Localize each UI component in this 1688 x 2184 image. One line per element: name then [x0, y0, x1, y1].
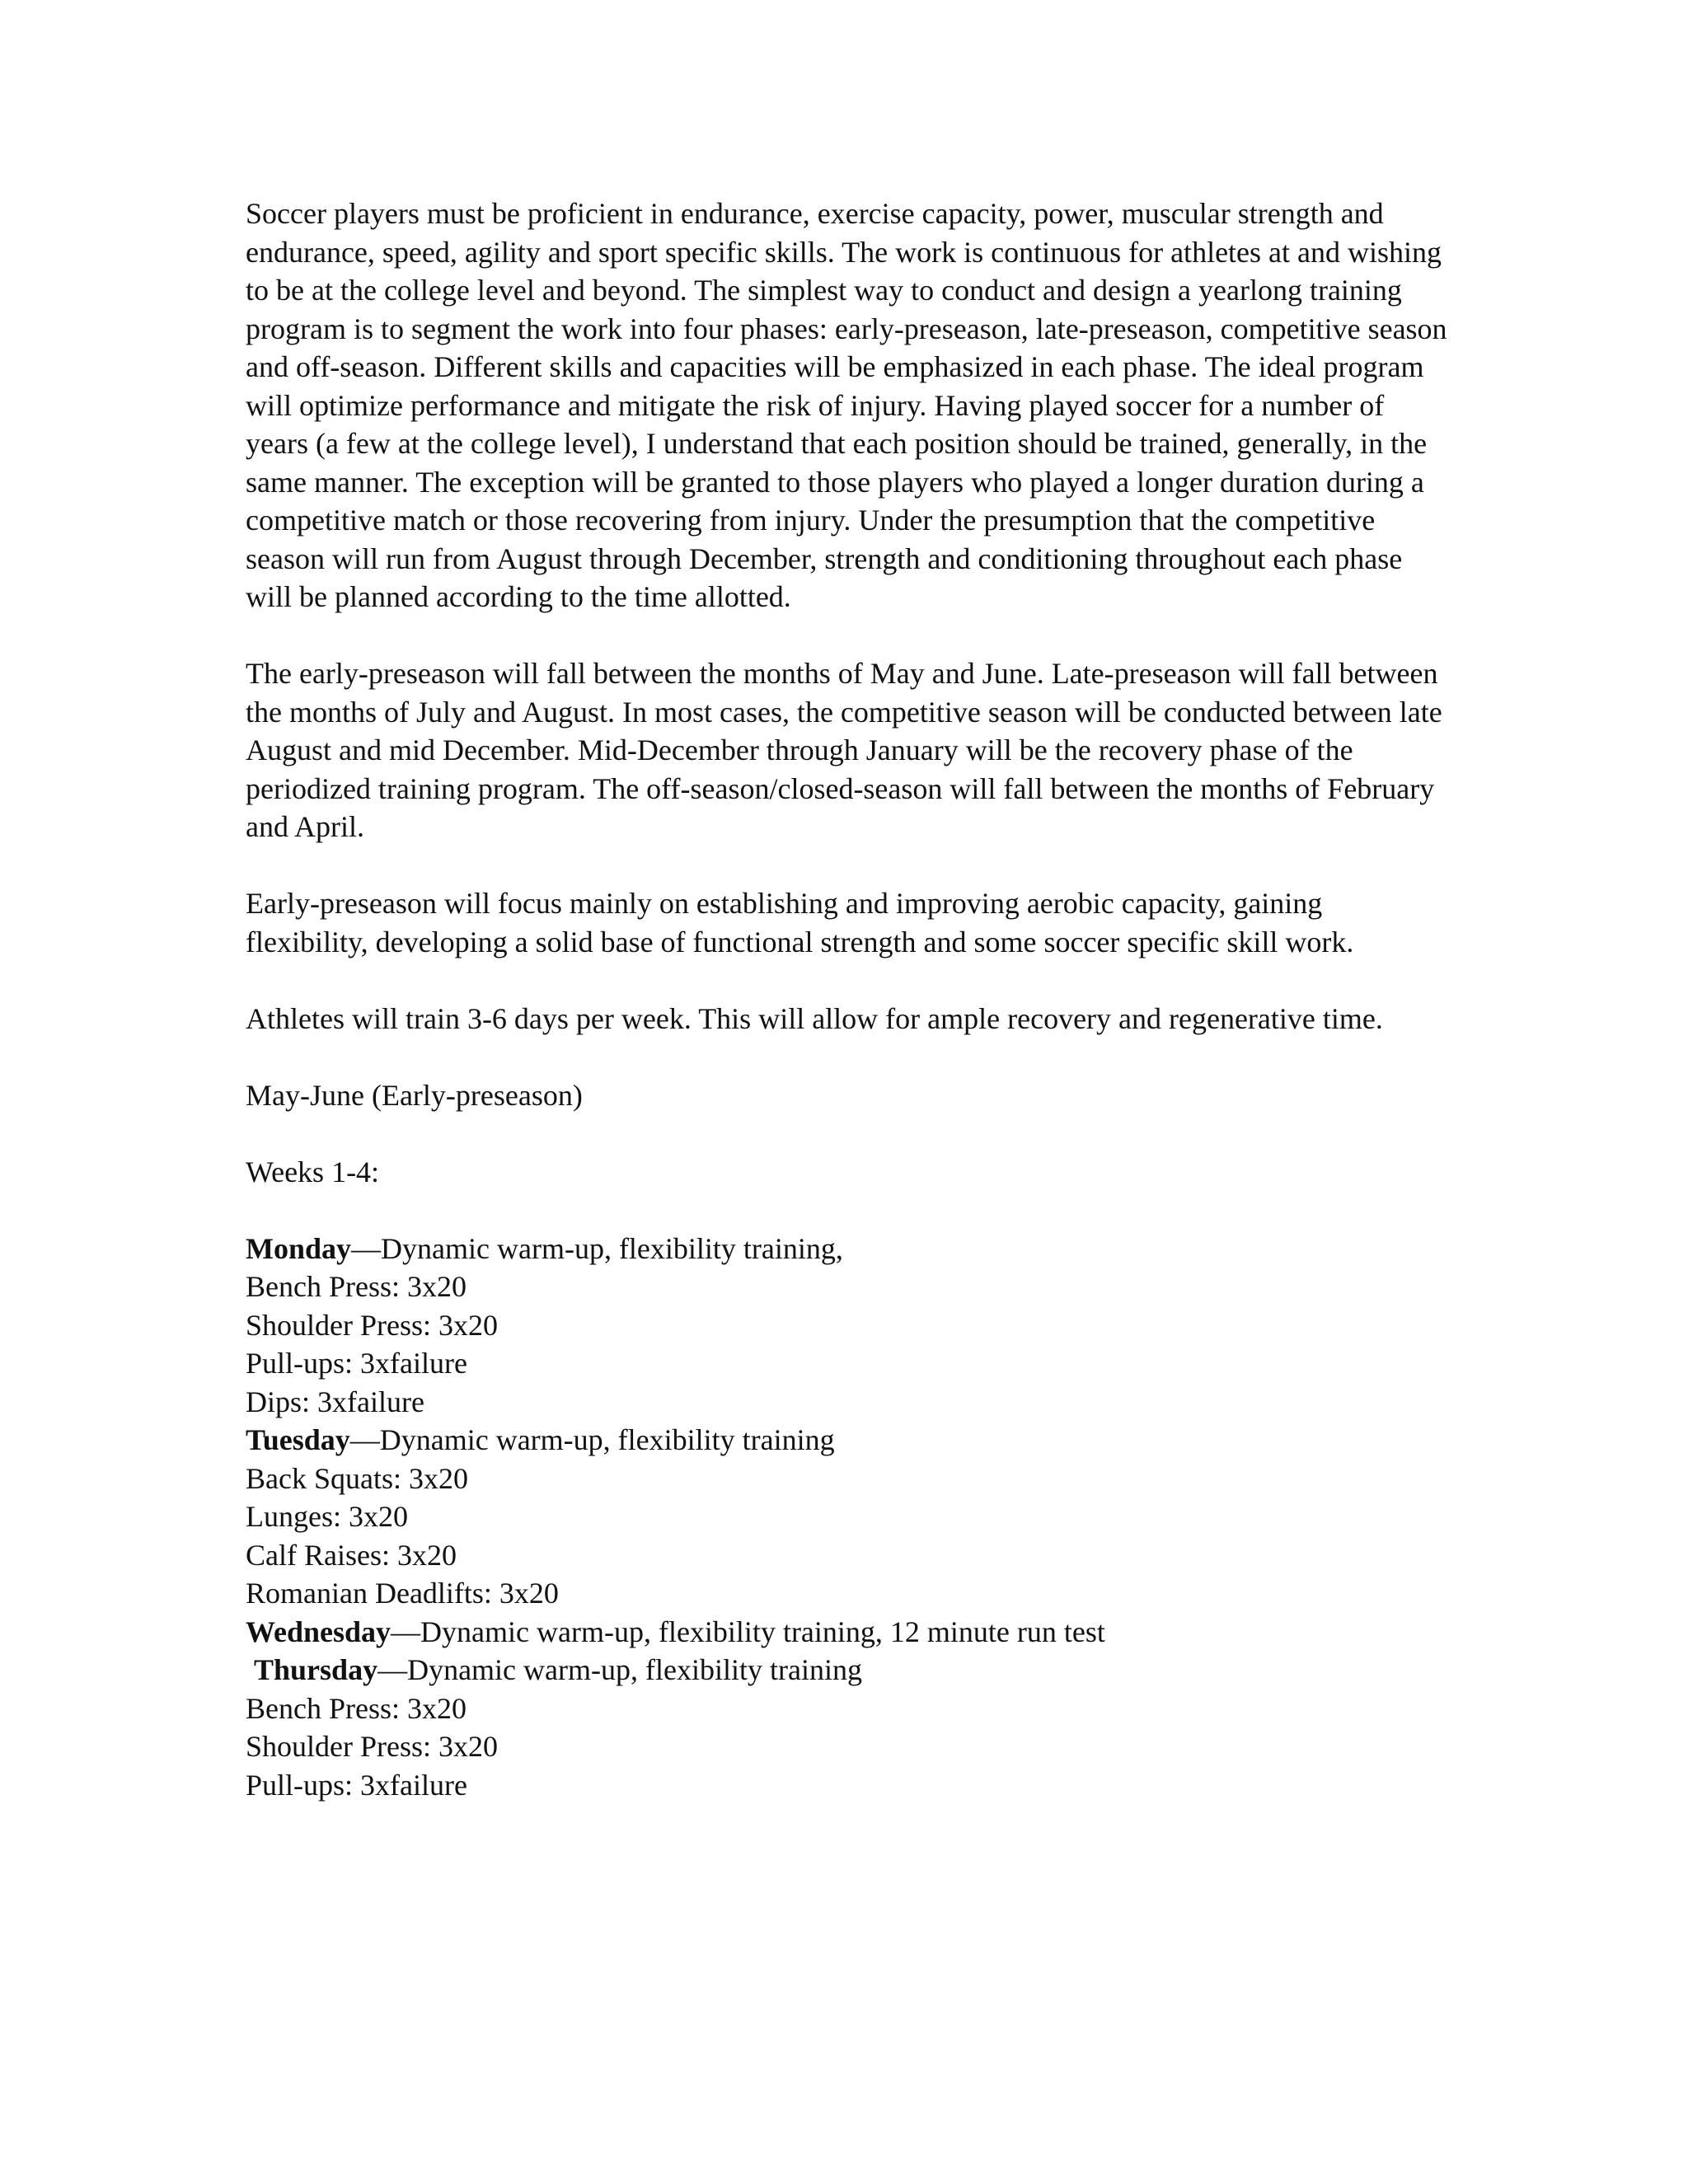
- day-entry-monday: [246, 1230, 1449, 1268]
- exercise-item: Lunges: 3x20: [246, 1500, 408, 1533]
- exercise-item: Pull-ups: 3xfailure: [246, 1768, 467, 1802]
- day-entry-tuesday: [246, 1421, 1449, 1460]
- day-name: Thursday: [254, 1653, 378, 1686]
- exercise-item: Bench Press: 3x20: [246, 1270, 467, 1303]
- exercise-item: Romanian Deadlifts: 3x20: [246, 1577, 559, 1610]
- intro-paragraph: Soccer players must be proficient in endurance, exercise capacity, power, muscular strength and endurance, speed, agility and sport specific skills. The work is continuous for athletes at and wishing to be at the college level and beyond. The simplest way to conduct and design a yearlong training program is to segment the work into four phases: early-preseason, late-preseason, competitive season and off-season. Different skills and capacities will be emphasized in each phase. The ideal program will optimize performance and mitigate the risk of injury. Having played soccer for a number of years (a few at the college level), I understand that each position should be trained, generally, in the same manner. The exception will be granted to those players who played a longer duration during a competitive match or those recovering from injury. Under the presumption that the competitive season will run from August through December, strength and conditioning throughout each phase will be planned according to the time allotted.: [246, 197, 1447, 613]
- day-detail: —Dynamic warm-up, flexibility training: [377, 1653, 862, 1686]
- weeks-heading: Weeks 1-4:: [246, 1155, 380, 1188]
- day-entry-thursday: [246, 1651, 1449, 1690]
- day-name: Tuesday: [246, 1423, 350, 1456]
- day-detail: —Dynamic warm-up, flexibility training,: [351, 1231, 843, 1265]
- exercise-item: Bench Press: 3x20: [246, 1691, 467, 1725]
- exercise-item: Dips: 3xfailure: [246, 1385, 424, 1418]
- day-name: Monday: [246, 1231, 352, 1265]
- day-detail: —Dynamic warm-up, flexibility training: [349, 1423, 835, 1456]
- day-entry-wednesday: [246, 1613, 1449, 1652]
- phase-heading: May-June (Early-preseason): [246, 1078, 583, 1112]
- exercise-item: Shoulder Press: 3x20: [246, 1730, 498, 1763]
- exercise-item: Shoulder Press: 3x20: [246, 1308, 498, 1342]
- day-name: Wednesday: [246, 1615, 392, 1648]
- phases-paragraph: The early-preseason will fall between the months of May and June. Late-preseason will fall between the months of July and August. In most cases, the competitive season will be conducted between late August and mid December. Mid-December through January will be the recovery phase of the periodized training program. The off-season/closed-season will fall between the months of February and April.: [246, 657, 1442, 843]
- day-detail: —Dynamic warm-up, flexibility training, 12 minute run test: [391, 1615, 1105, 1648]
- weekly-schedule: [246, 1230, 1449, 1805]
- exercise-item: Pull-ups: 3xfailure: [246, 1347, 467, 1380]
- early-preseason-focus-paragraph: Early-preseason will focus mainly on establishing and improving aerobic capacity, gaining flexibility, developing a solid base of functional strength and some soccer specific skill work.: [246, 887, 1354, 958]
- training-frequency-paragraph: Athletes will train 3-6 days per week. This will allow for ample recovery and regenerative time.: [246, 1001, 1383, 1035]
- document-body: [246, 194, 1449, 1804]
- exercise-item: Calf Raises: 3x20: [246, 1538, 457, 1572]
- exercise-item: Back Squats: 3x20: [246, 1461, 468, 1495]
